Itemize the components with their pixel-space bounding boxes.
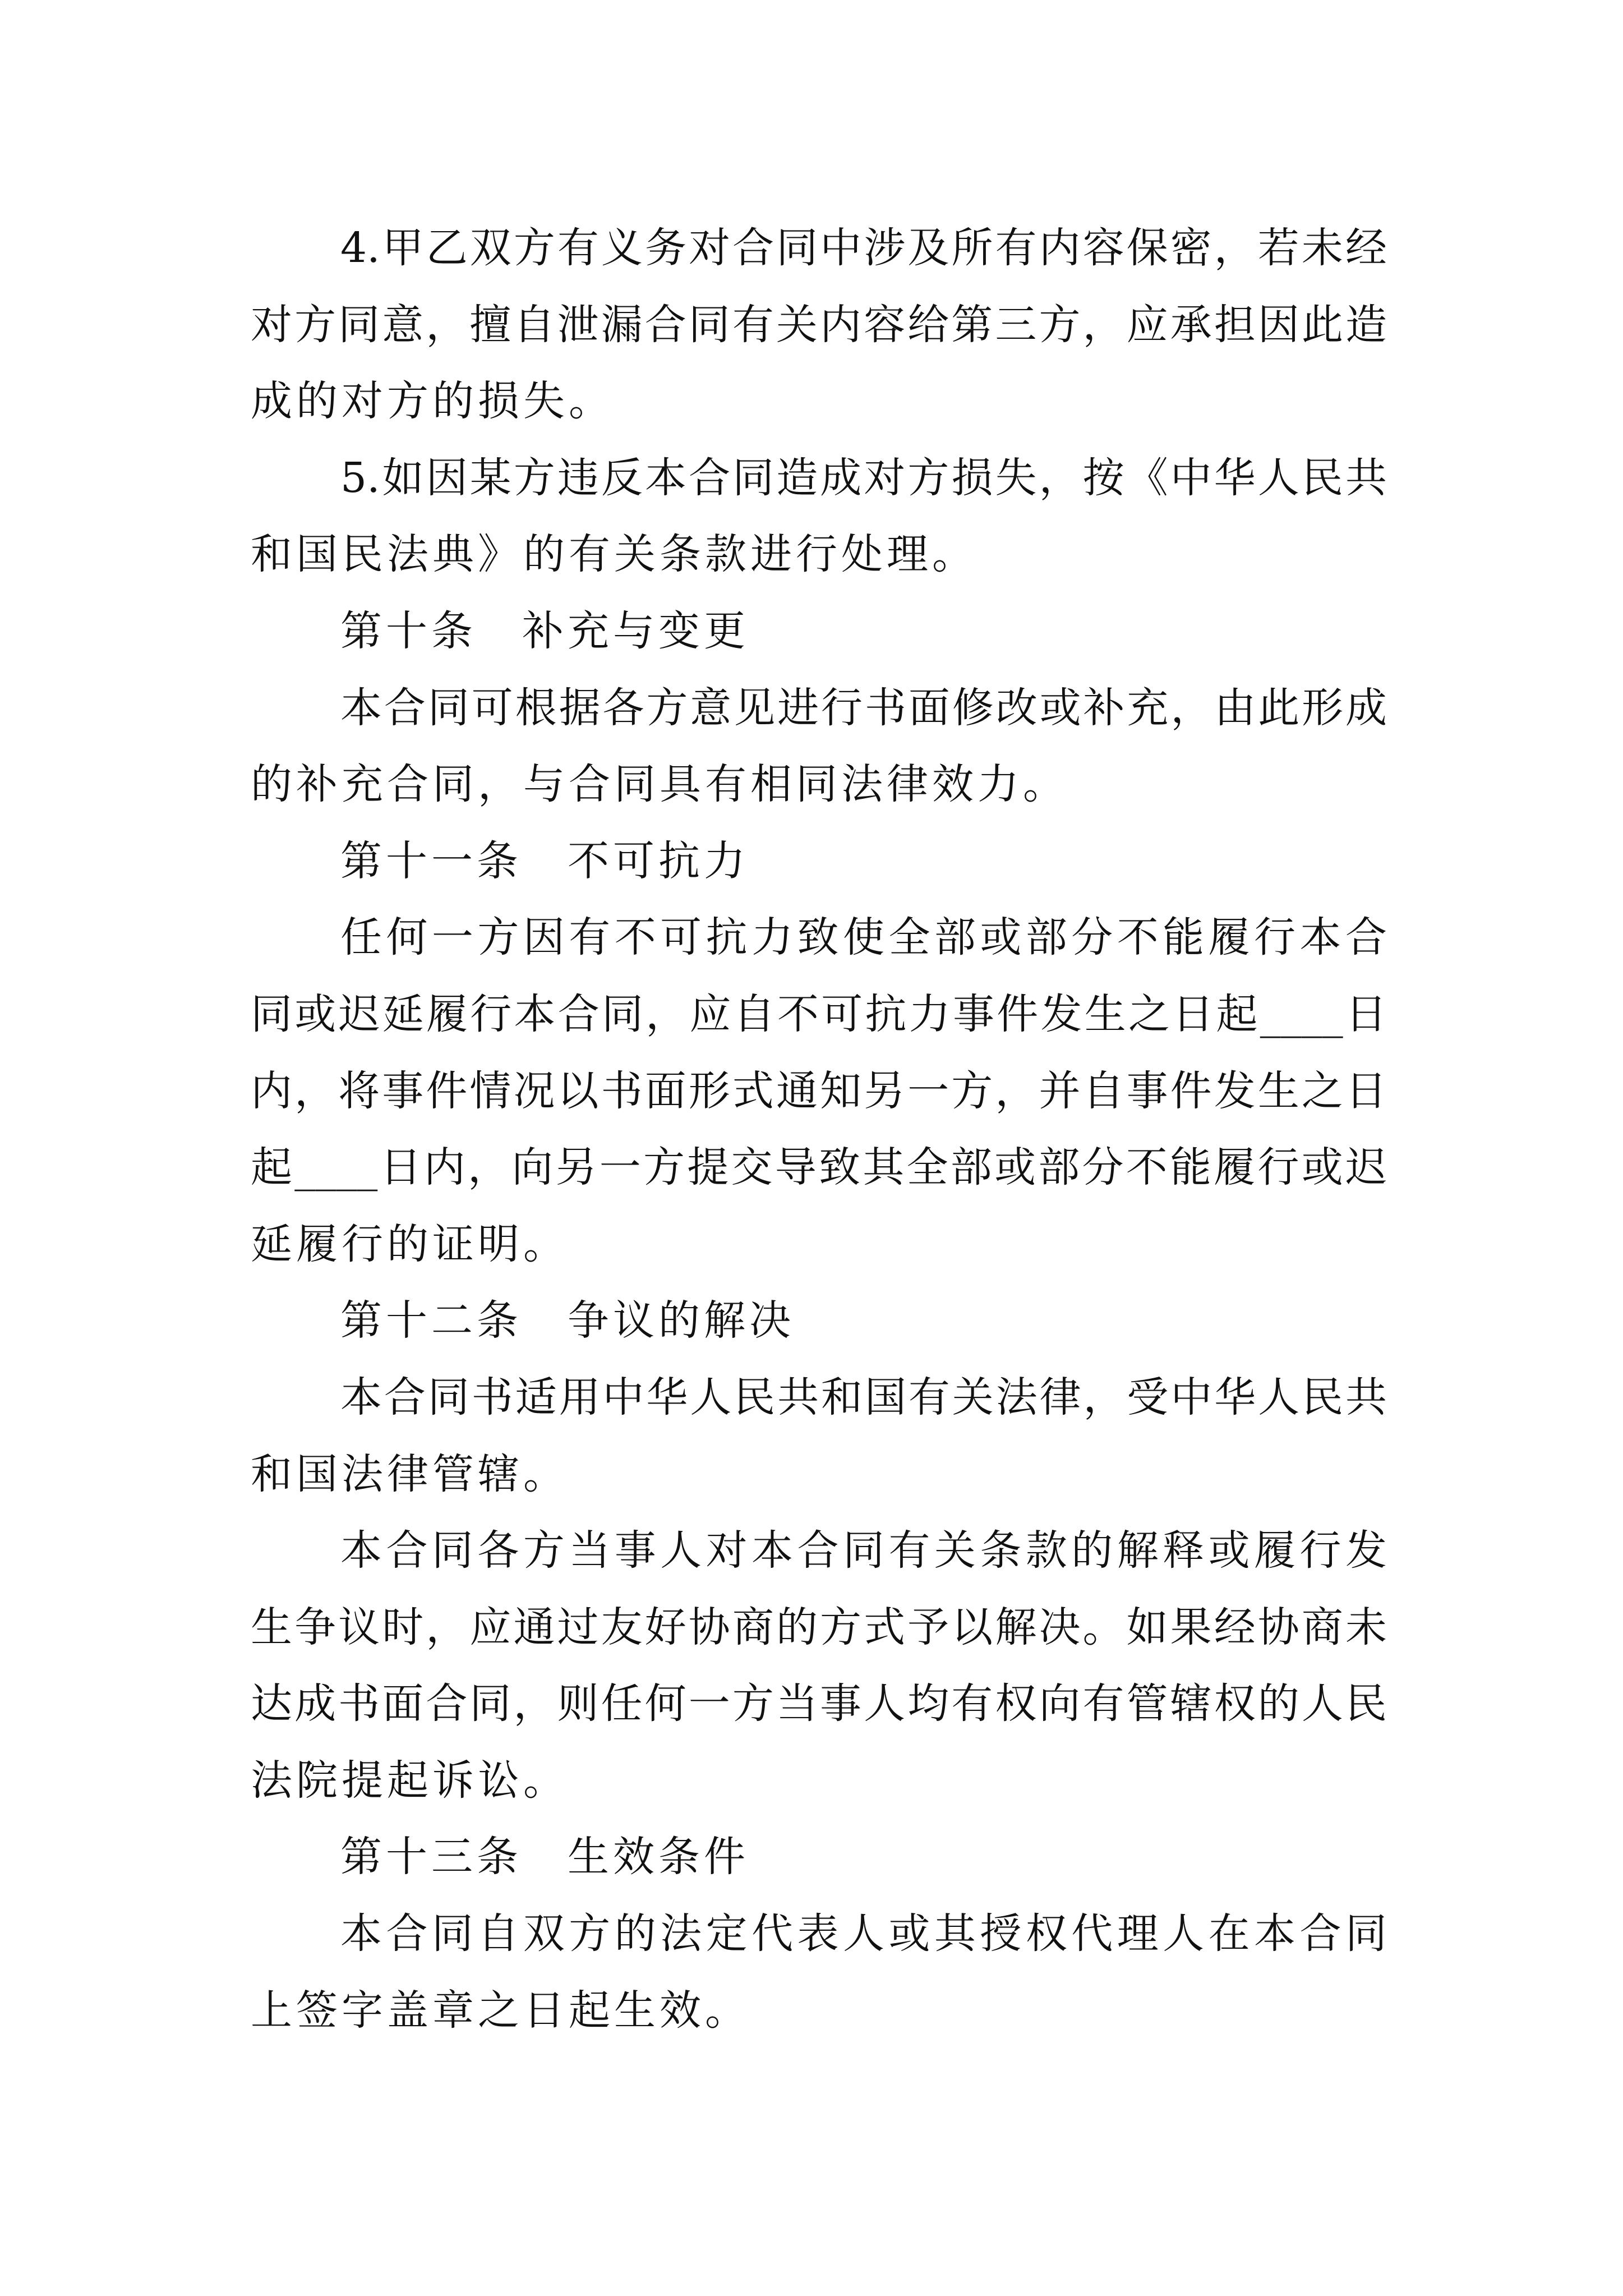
paragraph-line: 本合同各方当事人对本合同有关条款的解释或履行发: [340, 1526, 1387, 1575]
article-12-body-governing-law: [251, 1359, 1387, 1512]
article-12-body-dispute: [251, 1512, 1387, 1819]
paragraph-line: 同或迟延履行本合同，应自不可抗力事件发生之日起____日: [251, 990, 1387, 1038]
paragraph-line: 起____日内，向另一方提交导致其全部或部分不能履行或迟: [251, 1143, 1387, 1192]
paragraph-line: 对方同意，擅自泄漏合同有关内容给第三方，应承担因此造: [251, 300, 1387, 349]
paragraph-line: 和国民法典》的有关条款进行处理。: [251, 530, 978, 579]
paragraph-line: 和国法律管辖。: [251, 1450, 569, 1498]
paragraph-line: 任何一方因有不可抗力致使全部或部分不能履行本合: [340, 913, 1387, 962]
paragraph-line: 达成书面合同，则任何一方当事人均有权向有管辖权的人民: [251, 1680, 1387, 1728]
liability-item-5: [251, 440, 1387, 593]
article-heading: 第十三条 生效条件: [340, 1833, 749, 1881]
article-13-body: [251, 1895, 1387, 2049]
paragraph-line: 4.甲乙双方有义务对合同中涉及所有内容保密，若未经: [340, 224, 1387, 272]
article-heading: 第十二条 争议的解决: [340, 1296, 795, 1345]
article-11-heading: [251, 823, 1387, 900]
article-11-body: [251, 899, 1387, 1282]
article-heading: 第十一条 不可抗力: [340, 836, 749, 885]
paragraph-line: 生争议时，应通过友好协商的方式予以解决。如果经协商未: [251, 1603, 1387, 1651]
paragraph-line: 内，将事件情况以书面形式通知另一方，并自事件发生之日: [251, 1066, 1387, 1115]
article-13-heading: [251, 1819, 1387, 1895]
paragraph-line: 法院提起诉讼。: [251, 1756, 569, 1805]
article-10-heading: [251, 593, 1387, 670]
article-10-body: [251, 670, 1387, 823]
article-12-heading: [251, 1282, 1387, 1359]
paragraph-line: 5.如因某方违反本合同造成对方损失，按《中华人民共: [340, 453, 1387, 502]
confidentiality-item-4: [251, 210, 1387, 440]
contract-page: [251, 210, 1387, 2049]
paragraph-line: 本合同可根据各方意见进行书面修改或补充，由此形成: [340, 683, 1387, 732]
paragraph-line: 延履行的证明。: [251, 1220, 569, 1268]
paragraph-line: 成的对方的损失。: [251, 377, 614, 426]
paragraph-line: 的补充合同，与合同具有相同法律效力。: [251, 760, 1068, 809]
paragraph-line: 本合同书适用中华人民共和国有关法律，受中华人民共: [340, 1373, 1387, 1421]
paragraph-line: 本合同自双方的法定代表人或其授权代理人在本合同: [340, 1910, 1387, 1958]
paragraph-line: 上签字盖章之日起生效。: [251, 1986, 750, 2035]
article-heading: 第十条 补充与变更: [340, 606, 749, 655]
